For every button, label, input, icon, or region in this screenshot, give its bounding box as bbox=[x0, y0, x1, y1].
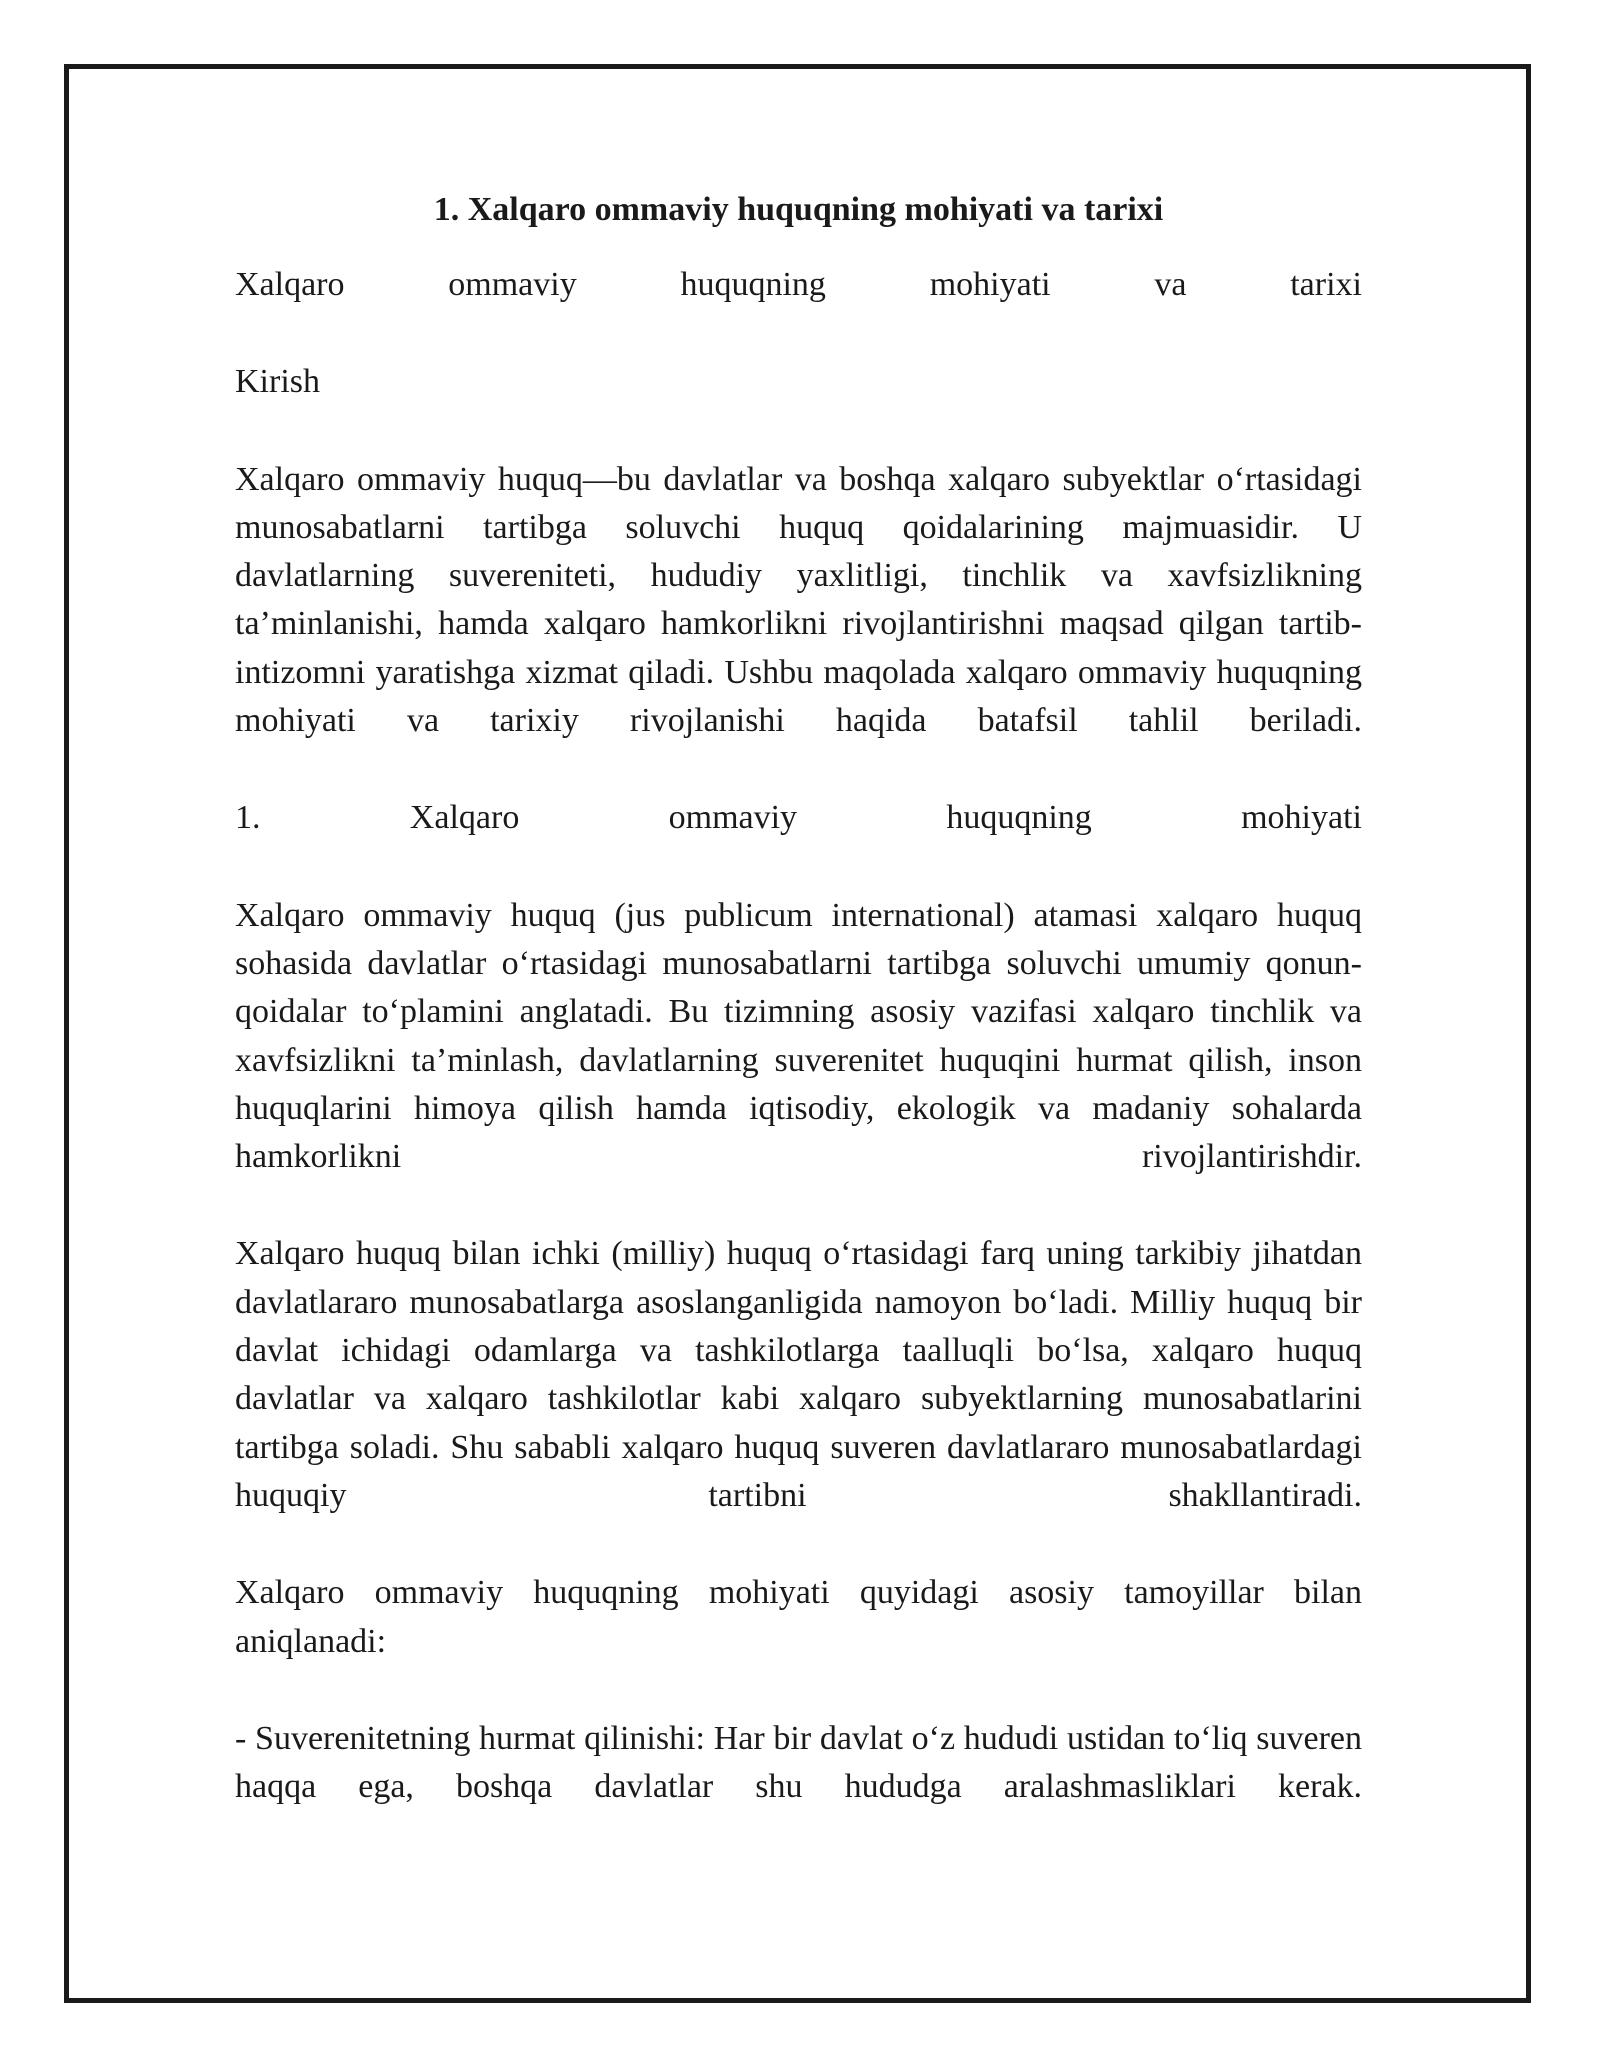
paragraph-domestic-vs-international: Xalqaro huquq bilan ichki (milliy) huquq o‘rtasidagi farq uning tarkibiy jihatdan davlatlararo munosabatlarga asoslanganligida namoyon bo‘ladi. Milliy huquq bir davlat ichidagi odamlarga va tashkilotlarga taalluqli bo‘lsa, xalqaro huquq davlatlar va xalqaro tashkilotlar kabi xalqaro subyektlarning munosabatlarini tartibga soladi. Shu sababli xalqaro huquq suveren davlatlararo munosabatlardagi huquqiy tartibni shakllantiradi. bbox=[235, 1235, 1362, 1514]
paragraph-heading-repeat: Xalqaro ommaviy huquqning mohiyati va tarixi bbox=[235, 266, 1362, 303]
paragraph-principles-intro: Xalqaro ommaviy huquqning mohiyati quyidagi asosiy tamoyillar bilan aniqlanadi: bbox=[235, 1574, 1362, 1660]
paragraph-essence: Xalqaro ommaviy huquq (jus publicum international) atamasi xalqaro huquq sohasida davlatlar o‘rtasidagi munosabatlarni tartibga soluvchi umumiy qonun-qoidalar to‘plamini anglatadi. Bu tizimning asosiy vazifasi xalqaro tinchlik va xavfsizlikni ta’minlash, davlatlarning suverenitet huquqini hurmat qilish, inson huquqlarini himoya qilish hamda iqtisodiy, ekologik va madaniy sohalarda hamkorlikni rivojlantirishdir. bbox=[235, 896, 1362, 1176]
section-heading-1: 1. Xalqaro ommaviy huquqning mohiyati bbox=[235, 799, 1362, 837]
paragraph-introduction-label: Kirish bbox=[235, 363, 320, 401]
paragraph-introduction: Xalqaro ommaviy huquq—bu davlatlar va boshqa xalqaro subyektlar o‘rtasidagi munosabatlarni tartibga soluvchi huquq qoidalarining majmuasidir. U davlatlarning suvereniteti, hududiy yaxlitligi, tinchlik va xavfsizlikning ta’minlanishi, hamda xalqaro hamkorlikni rivojlantirishni maqsad qilgan tartib-intizomni yaratishga xizmat qiladi. Ushbu maqolada xalqaro ommaviy huquqning mohiyati va tarixiy rivojlanishi haqida batafsil tahlil beriladi. bbox=[235, 460, 1362, 740]
document-body bbox=[235, 186, 1362, 1811]
document-title: 1. Xalqaro ommaviy huquqning mohiyati va tarixi bbox=[433, 191, 1164, 228]
list-item-sovereignty: - Suverenitetning hurmat qilinishi: Har bir davlat o‘z hududi ustidan to‘liq suveren haqqa ega, boshqa davlatlar shu hududga aralashmasliklari kerak. bbox=[235, 1719, 1362, 1806]
